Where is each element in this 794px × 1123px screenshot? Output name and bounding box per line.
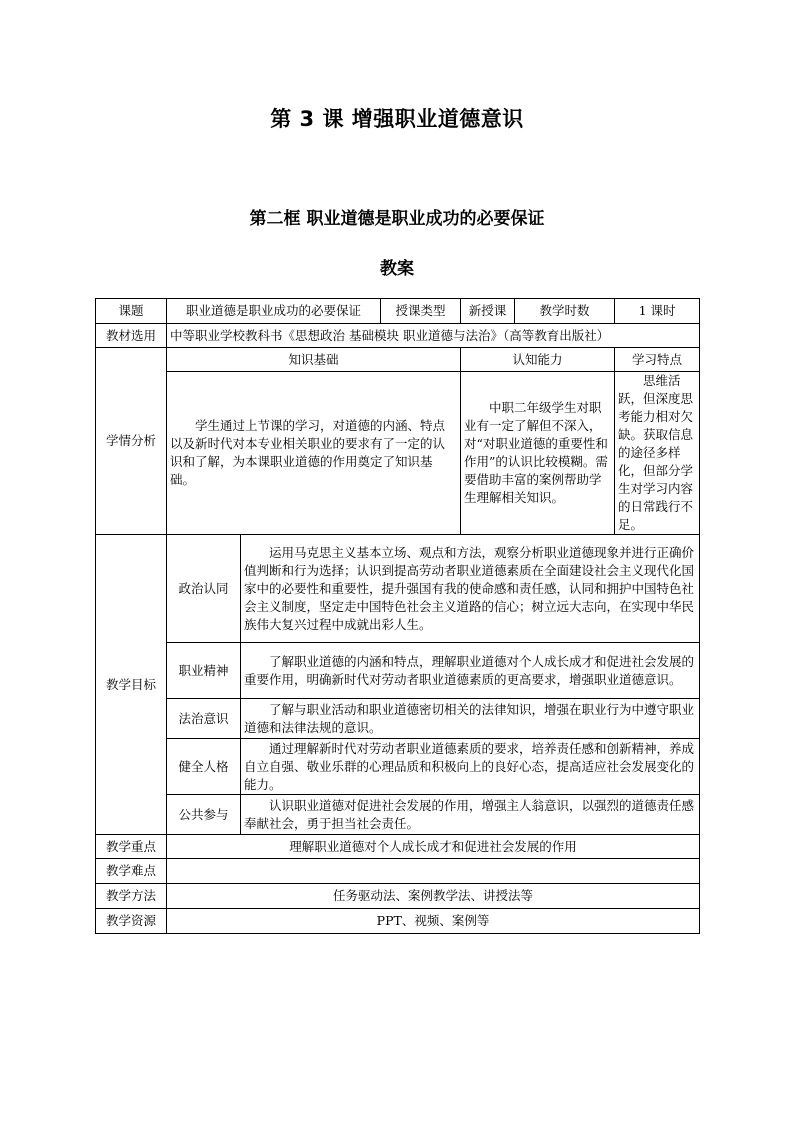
class-type-value: 新授课 <box>461 299 515 324</box>
cognitive-ability-header: 认知能力 <box>461 348 615 372</box>
difficulty-value <box>167 859 700 884</box>
knowledge-base-text: 学生通过上节课的学习，对道德的内涵、特点以及新时代对本专业相关职业的要求有了一定的认识和了解，为本课职业道德的作用奠定了知识基础。 <box>167 372 461 535</box>
goal-name: 公共参与 <box>167 795 241 835</box>
goal-text: 运用马克思主义基本立场、观点和方法，观察分析职业道德现象并进行正确价值判断和行为选择；认识到提高劳动者职业道德素质在全面建设社会主义现代化国家中的必要性和重要性，提升强国有我的使命感和责任感，认同和拥护中国特色社会主义制度，坚定走中国特色社会主义道路的信心；树立远大志向，在实现中华民族伟大复兴过程中成就出彩人生。 <box>241 535 700 643</box>
key-point-row <box>96 835 700 859</box>
goal-row <box>96 535 700 643</box>
difficulty-label: 教学难点 <box>96 859 167 884</box>
goal-name: 法治意识 <box>167 699 241 739</box>
key-point-value: 理解职业道德对个人成长成才和促进社会发展的作用 <box>167 835 700 859</box>
goal-row <box>96 643 700 699</box>
topic-value: 职业道德是职业成功的必要保证 <box>167 299 381 324</box>
goal-row <box>96 739 700 795</box>
topic-label: 课题 <box>96 299 167 324</box>
learning-traits-header: 学习特点 <box>615 348 700 372</box>
topic-row <box>96 299 700 324</box>
method-value: 任务驱动法、案例教学法、讲授法等 <box>167 884 700 909</box>
lesson-title: 第 3 课 增强职业道德意识 <box>270 107 524 131</box>
key-point-label: 教学重点 <box>96 835 167 859</box>
goal-row <box>96 795 700 835</box>
textbook-row <box>96 324 700 348</box>
goal-row <box>96 699 700 739</box>
document-type-heading: 教案 <box>380 259 414 279</box>
goal-name: 职业精神 <box>167 643 241 699</box>
teaching-hours-label: 教学时数 <box>515 299 615 324</box>
section-subtitle: 第二框 职业道德是职业成功的必要保证 <box>249 209 545 229</box>
goal-text: 了解职业道德的内涵和特点，理解职业道德对个人成长成才和促进社会发展的重要作用，明确新时代对劳动者职业道德素质的更高要求，增强职业道德意识。 <box>241 643 700 699</box>
knowledge-base-header: 知识基础 <box>167 348 461 372</box>
resources-value: PPT、视频、案例等 <box>167 909 700 934</box>
resources-label: 教学资源 <box>96 909 167 934</box>
goal-name: 政治认同 <box>167 535 241 643</box>
goal-name: 健全人格 <box>167 739 241 795</box>
analysis-header-row <box>96 348 700 372</box>
class-type-label: 授课类型 <box>381 299 461 324</box>
teaching-goals-label: 教学目标 <box>96 535 167 835</box>
learning-traits-text: 思维活跃，但深度思考能力相对欠缺。获取信息的途径多样化，但部分学生对学习内容的日常践行不足。 <box>615 372 700 535</box>
lesson-plan-table <box>95 298 700 934</box>
goal-text: 通过理解新时代对劳动者职业道德素质的要求，培养责任感和创新精神，养成自立自强、敬业乐群的心理品质和积极向上的良好心态，提高适应社会发展变化的能力。 <box>241 739 700 795</box>
method-label: 教学方法 <box>96 884 167 909</box>
analysis-content-row <box>96 372 700 535</box>
student-analysis-label: 学情分析 <box>96 348 167 535</box>
resources-row <box>96 909 700 934</box>
textbook-label: 教材选用 <box>96 324 167 348</box>
method-row <box>96 884 700 909</box>
goal-text: 认识职业道德对促进社会发展的作用，增强主人翁意识，以强烈的道德责任感奉献社会，勇于担当社会责任。 <box>241 795 700 835</box>
goal-text: 了解与职业活动和职业道德密切相关的法律知识，增强在职业行为中遵守职业道德和法律法规的意识。 <box>241 699 700 739</box>
textbook-value: 中等职业学校教科书《思想政治 基础模块 职业道德与法治》（高等教育出版社） <box>167 324 700 348</box>
teaching-hours-value: 1 课时 <box>615 299 700 324</box>
cognitive-ability-text: 中职二年级学生对职业有一定了解但不深入，对“对职业道德的重要性和作用”的认识比较模糊。需要借助丰富的案例帮助学生理解相关知识。 <box>461 372 615 535</box>
difficulty-row <box>96 859 700 884</box>
